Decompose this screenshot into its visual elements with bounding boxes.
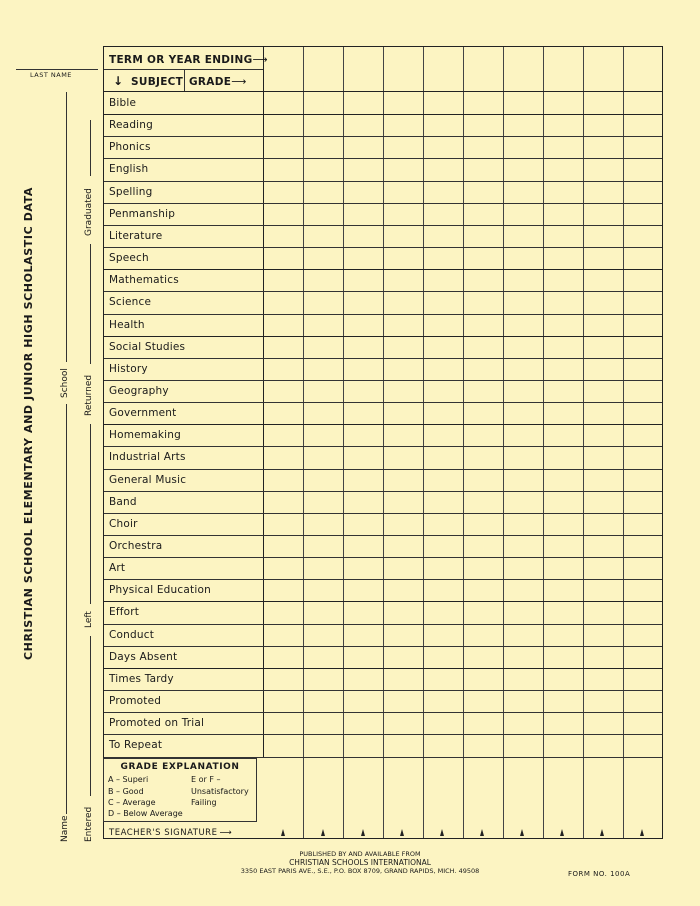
signature-marker bbox=[640, 829, 644, 836]
grade-label: GRADE⟶ bbox=[189, 76, 247, 88]
subject-label: Band bbox=[109, 495, 137, 508]
row-line bbox=[104, 469, 662, 470]
subject-label: Social Studies bbox=[109, 340, 186, 353]
signature-marker bbox=[480, 829, 484, 836]
subject-label: Literature bbox=[109, 229, 163, 242]
grade-column-line bbox=[583, 47, 584, 838]
subject-label: Homemaking bbox=[109, 429, 181, 442]
subject-label: History bbox=[109, 362, 148, 375]
grade-column-line bbox=[503, 47, 504, 838]
subject-label: Spelling bbox=[109, 185, 153, 198]
form-number: FORM NO. 100A bbox=[568, 870, 631, 878]
grade-explanation-item: C – Average bbox=[108, 798, 156, 807]
subject-label: Penmanship bbox=[109, 207, 176, 220]
subject-label: Days Absent bbox=[109, 650, 178, 663]
graduated-line-top bbox=[90, 120, 91, 176]
name-label: Name bbox=[60, 815, 70, 842]
subject-grade-divider bbox=[184, 69, 185, 91]
down-arrow-icon: ↓ bbox=[113, 74, 124, 88]
publisher-address: 3350 EAST PARIS AVE., S.E., P.O. BOX 8709, GRAND RAPIDS, MICH. 49508 bbox=[240, 867, 480, 875]
subject-label: Reading bbox=[109, 119, 154, 132]
subject-label: Speech bbox=[109, 252, 149, 265]
subject-label: Promoted bbox=[109, 695, 162, 708]
row-line bbox=[104, 269, 662, 270]
row-line bbox=[104, 535, 662, 536]
row-line bbox=[104, 712, 662, 713]
signature-marker bbox=[400, 829, 404, 836]
grade-explanation-box bbox=[103, 758, 257, 822]
signature-marker bbox=[281, 829, 285, 836]
subject-label: Choir bbox=[109, 517, 138, 530]
teacher-signature-label: TEACHER'S SIGNATURE ⟶ bbox=[109, 828, 233, 838]
subject-label: Bible bbox=[109, 97, 137, 109]
subject-label: SUBJECT bbox=[131, 76, 184, 88]
publisher-line-2: CHRISTIAN SCHOOLS INTERNATIONAL bbox=[289, 858, 431, 867]
subject-label: Promoted on Trial bbox=[109, 717, 205, 730]
signature-marker bbox=[560, 829, 564, 836]
term-year-label: TERM OR YEAR ENDING⟶ bbox=[109, 54, 268, 66]
school-label: School bbox=[60, 368, 70, 398]
row-line bbox=[104, 225, 662, 226]
grade-column-line bbox=[343, 47, 344, 838]
grade-column-line bbox=[303, 47, 304, 838]
signature-marker bbox=[361, 829, 365, 836]
form-title: CHRISTIAN SCHOOL ELEMENTARY AND JUNIOR HIGH SCHOLASTIC DATA bbox=[22, 186, 35, 660]
row-line bbox=[104, 181, 662, 182]
signature-marker bbox=[520, 829, 524, 836]
signature-marker bbox=[440, 829, 444, 836]
row-line bbox=[104, 446, 662, 447]
row-line bbox=[104, 424, 662, 425]
subject-label: Mathematics bbox=[109, 274, 179, 287]
row-line bbox=[104, 247, 662, 248]
left-line-bottom bbox=[90, 636, 91, 796]
grade-column-line bbox=[423, 47, 424, 838]
subject-label: To Repeat bbox=[109, 739, 163, 752]
subject-label: Art bbox=[109, 562, 126, 575]
grade-column-line bbox=[383, 47, 384, 838]
signature-marker bbox=[600, 829, 604, 836]
row-line bbox=[104, 601, 662, 602]
row-line bbox=[104, 557, 662, 558]
subject-label: Government bbox=[109, 407, 177, 420]
school-line-lower bbox=[66, 404, 67, 814]
subject-label: Physical Education bbox=[109, 584, 211, 597]
subject-label: Industrial Arts bbox=[109, 451, 186, 464]
graduated-line-bottom bbox=[90, 244, 91, 364]
publisher-line-1: PUBLISHED BY AND AVAILABLE FROM bbox=[299, 850, 421, 858]
row-line bbox=[104, 690, 662, 691]
row-line bbox=[104, 513, 662, 514]
row-line bbox=[104, 136, 662, 137]
left-label: Left bbox=[84, 611, 94, 628]
row-line bbox=[104, 380, 662, 381]
row-line bbox=[104, 402, 662, 403]
row-line bbox=[104, 624, 662, 625]
subject-label: Times Tardy bbox=[109, 672, 174, 685]
grades-grid bbox=[103, 46, 663, 839]
row-line bbox=[104, 158, 662, 159]
row-line bbox=[104, 114, 662, 115]
grade-column-line bbox=[623, 47, 624, 838]
signature-marker bbox=[321, 829, 325, 836]
row-line bbox=[104, 491, 662, 492]
header-bottom-line bbox=[104, 91, 662, 92]
entered-label: Entered bbox=[84, 806, 94, 842]
subject-label: Conduct bbox=[109, 628, 155, 641]
row-line bbox=[104, 336, 662, 337]
row-line bbox=[104, 358, 662, 359]
returned-label: Returned bbox=[84, 374, 94, 416]
grade-explanation-item: A – Superi bbox=[108, 775, 149, 784]
row-line bbox=[104, 203, 662, 204]
row-line bbox=[104, 291, 662, 292]
subject-label: General Music bbox=[109, 473, 187, 486]
row-line bbox=[104, 579, 662, 580]
row-line bbox=[104, 734, 662, 735]
row-line bbox=[104, 668, 662, 669]
subject-label: Science bbox=[109, 296, 152, 309]
grade-column-line bbox=[463, 47, 464, 838]
subject-label: English bbox=[109, 163, 149, 176]
grade-explanation-item: D – Below Average bbox=[108, 809, 183, 818]
grade-explanation-item: E or F – bbox=[191, 775, 221, 784]
last-name-line bbox=[16, 69, 98, 70]
row-line bbox=[104, 646, 662, 647]
returned-line-bottom bbox=[90, 424, 91, 604]
row-line bbox=[104, 314, 662, 315]
last-name-label: LAST NAME bbox=[30, 71, 72, 79]
grade-explanation-item: Unsatisfactory bbox=[191, 787, 249, 796]
subject-label: Orchestra bbox=[109, 540, 163, 552]
grade-explanation-item: B – Good bbox=[108, 787, 144, 796]
subject-label: Health bbox=[109, 318, 145, 331]
grade-column-line bbox=[543, 47, 544, 838]
subject-label: Effort bbox=[109, 606, 140, 619]
graduated-label: Graduated bbox=[84, 188, 94, 236]
subject-label: Geography bbox=[109, 384, 169, 397]
school-line-upper bbox=[66, 92, 67, 362]
subject-label: Phonics bbox=[109, 141, 151, 154]
grade-explanation-item: Failing bbox=[191, 798, 217, 807]
grade-explanation-title: GRADE EXPLANATION bbox=[120, 762, 240, 772]
